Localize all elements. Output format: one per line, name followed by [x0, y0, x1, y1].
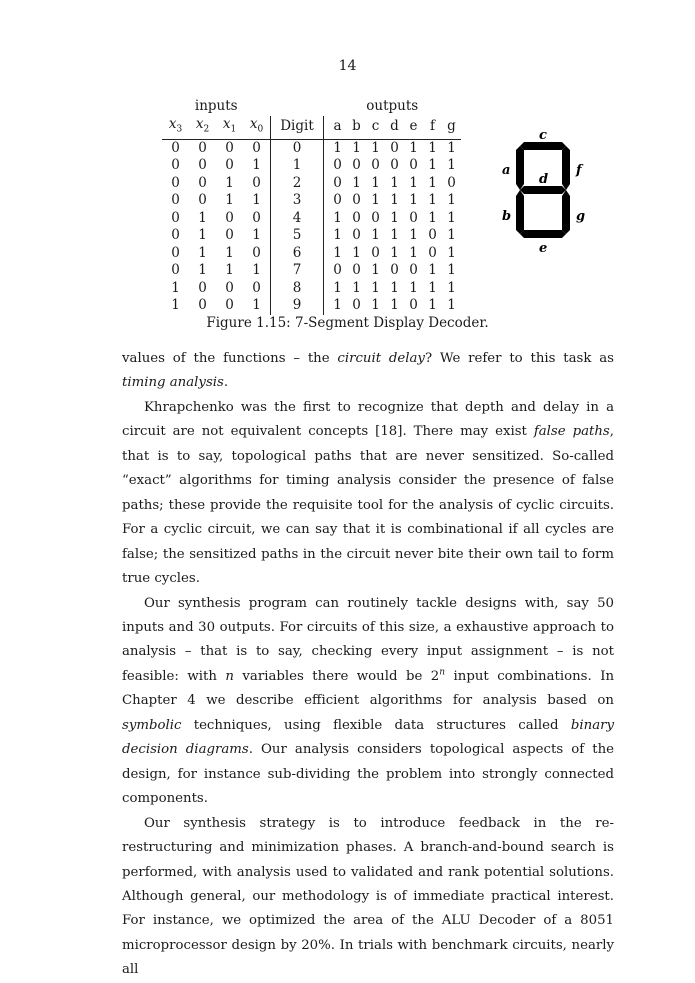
inputs-group-header: inputs [194, 98, 238, 114]
output-cell: 1 [390, 209, 399, 226]
seven-segment-diagram [490, 130, 600, 260]
output-cell: 1 [371, 192, 380, 209]
output-cell: 1 [371, 279, 380, 296]
segment-label-f: f [576, 163, 582, 178]
output-cell: 1 [409, 279, 418, 296]
output-cell: 0 [409, 262, 418, 279]
output-cell: 0 [352, 192, 361, 209]
input-cell: 0 [198, 139, 207, 156]
segment-f [562, 146, 570, 190]
segment-label-a: a [502, 163, 511, 178]
output-cell: 0 [409, 297, 418, 314]
outputs-group-header: outputs [366, 98, 419, 114]
truth-table [162, 98, 461, 315]
text-run: variables there would be 2 [233, 668, 440, 684]
input-cell: 1 [225, 262, 234, 279]
output-cell: 1 [352, 174, 361, 191]
input-cell: 0 [171, 262, 180, 279]
output-cell: 1 [390, 244, 399, 261]
output-cell: 1 [428, 209, 437, 226]
input-cell: 0 [198, 157, 207, 174]
output-cell: 1 [333, 279, 342, 296]
text-run: input combinations. In Chapter 4 we describe efficient algorithms for analysis based on [122, 668, 615, 709]
output-cell: 1 [428, 157, 437, 174]
output-cell: 0 [409, 209, 418, 226]
emphasis: binary decision diagrams [122, 717, 614, 758]
input-cell: 0 [171, 227, 180, 244]
input-cell: 0 [225, 139, 234, 156]
emphasis: n [225, 668, 234, 684]
output-cell: 1 [333, 227, 342, 244]
output-cell: 1 [333, 209, 342, 226]
digit-cell: 9 [271, 297, 324, 315]
segment-label-e: e [539, 241, 548, 256]
paragraph-4 [122, 812, 614, 983]
input-cell: 1 [198, 244, 207, 261]
output-cell: 1 [409, 174, 418, 191]
input-cell: 1 [198, 262, 207, 279]
digit-column-header: Digit [271, 116, 324, 140]
output-cell: 1 [447, 262, 456, 279]
table-row [162, 280, 461, 298]
digit-cell: 8 [271, 280, 324, 298]
text-run: . Our analysis considers topological aspects of the design, for instance sub-dividing the problem into strongly connected components. [122, 742, 615, 807]
segment-c [520, 142, 566, 150]
table-row [162, 245, 461, 263]
variable-subscript: 0 [257, 124, 264, 135]
digit-cell: 2 [271, 175, 324, 193]
output-cell: 1 [409, 192, 418, 209]
output-cell: 0 [333, 262, 342, 279]
output-cell: 1 [447, 192, 456, 209]
variable-subscript: 3 [176, 124, 183, 135]
segment-label-g: g [576, 209, 586, 224]
output-cell: 1 [428, 297, 437, 314]
digit-cell: 7 [271, 262, 324, 280]
output-cell: 1 [409, 227, 418, 244]
input-cell: 0 [171, 209, 180, 226]
input-cell: 0 [243, 210, 271, 228]
output-column-header: f [423, 116, 442, 140]
table-row [162, 192, 461, 210]
output-column-header: e [404, 116, 423, 140]
table-row [162, 262, 461, 280]
output-cell: 0 [390, 157, 399, 174]
output-cell: 1 [371, 139, 380, 156]
output-cell: 1 [371, 227, 380, 244]
input-cell: 0 [171, 244, 180, 261]
input-cell: 1 [225, 192, 234, 209]
input-cell: 0 [225, 157, 234, 174]
segment-g [562, 190, 570, 234]
output-cell: 1 [390, 279, 399, 296]
superscript: n [439, 667, 446, 678]
output-cell: 1 [390, 192, 399, 209]
output-cell: 1 [333, 244, 342, 261]
output-cell: 1 [447, 279, 456, 296]
input-column-header [243, 116, 271, 140]
body-text [122, 347, 614, 983]
emphasis: timing analysis [122, 375, 224, 391]
input-column-header [189, 116, 216, 140]
output-cell: 1 [352, 244, 361, 261]
input-cell: 0 [171, 139, 180, 156]
text-run: techniques, using flexible data structures called [181, 717, 571, 733]
input-cell: 0 [225, 227, 234, 244]
input-cell: 0 [243, 175, 271, 193]
variable-subscript: 2 [203, 124, 210, 135]
input-cell: 0 [225, 297, 234, 314]
output-cell: 1 [447, 227, 456, 244]
text-run: values of the functions – the [122, 351, 338, 366]
segment-label-c: c [539, 130, 547, 143]
output-cell: 0 [428, 227, 437, 244]
output-cell: 0 [371, 209, 380, 226]
input-column-header [216, 116, 243, 140]
input-cell: 1 [225, 244, 234, 261]
input-cell: 0 [243, 245, 271, 263]
input-cell: 1 [243, 227, 271, 245]
input-cell: 0 [225, 209, 234, 226]
digit-cell: 0 [271, 139, 324, 157]
input-cell: 1 [243, 157, 271, 175]
input-cell: 1 [198, 227, 207, 244]
figure-caption: Figure 1.15: 7-Segment Display Decoder. [206, 315, 489, 331]
table-row [162, 157, 461, 175]
digit-cell: 5 [271, 227, 324, 245]
output-cell: 1 [428, 192, 437, 209]
output-cell: 0 [352, 297, 361, 314]
output-column-header: g [442, 116, 461, 140]
output-cell: 1 [428, 279, 437, 296]
output-cell: 1 [409, 139, 418, 156]
digit-cell: 3 [271, 192, 324, 210]
output-cell: 1 [428, 174, 437, 191]
output-cell: 0 [390, 139, 399, 156]
paragraph-2 [122, 396, 614, 592]
digit-cell: 1 [271, 157, 324, 175]
output-cell: 0 [409, 157, 418, 174]
text-run: ? We refer to this task as [424, 351, 614, 366]
emphasis: circuit delay [337, 351, 425, 366]
output-cell: 1 [333, 139, 342, 156]
input-cell: 0 [171, 157, 180, 174]
segment-label-d: d [539, 172, 549, 187]
output-cell: 1 [390, 227, 399, 244]
output-cell: 0 [371, 157, 380, 174]
output-cell: 1 [447, 209, 456, 226]
input-cell: 0 [198, 297, 207, 314]
input-cell: 1 [243, 192, 271, 210]
variable-name: x [249, 115, 258, 132]
variable-name: x [168, 115, 177, 132]
output-cell: 0 [352, 157, 361, 174]
segment-e [520, 230, 566, 238]
output-cell: 1 [371, 174, 380, 191]
output-cell: 1 [371, 297, 380, 314]
input-cell: 1 [243, 297, 271, 315]
table-row [162, 297, 461, 315]
paragraph-1 [122, 347, 614, 396]
output-cell: 1 [333, 297, 342, 314]
output-cell: 1 [447, 157, 456, 174]
input-cell: 0 [198, 174, 207, 191]
segment-label-b: b [502, 209, 512, 224]
input-cell: 0 [243, 280, 271, 298]
output-column-header: c [366, 116, 385, 140]
output-cell: 1 [390, 174, 399, 191]
page-number: 14 [338, 58, 357, 74]
output-cell: 0 [371, 244, 380, 261]
text-run: . [223, 375, 229, 391]
output-cell: 1 [390, 297, 399, 314]
input-cell: 1 [225, 174, 234, 191]
emphasis: symbolic [122, 717, 182, 733]
output-cell: 1 [447, 297, 456, 314]
input-cell: 0 [171, 174, 180, 191]
text-run: Khrapchenko was the first to recognize that depth and delay in a circuit are not equivalent concepts [18]. There may exist [122, 399, 614, 440]
output-cell: 1 [352, 139, 361, 156]
output-column-header: b [347, 116, 366, 140]
output-cell: 0 [428, 244, 437, 261]
text-run: Our synthesis program can routinely tackle designs with, say 50 inputs and 30 outputs. For circuits of this size, a exhaustive approach to analysis – that is to say, checking every input assignment – is not feasible: with [122, 595, 614, 684]
table-row [162, 210, 461, 228]
input-cell: 1 [171, 297, 180, 314]
output-cell: 0 [352, 227, 361, 244]
input-cell: 1 [243, 262, 271, 280]
input-cell: 0 [225, 279, 234, 296]
output-cell: 0 [333, 192, 342, 209]
output-cell: 0 [333, 174, 342, 191]
segment-b [516, 190, 524, 234]
output-cell: 1 [447, 139, 456, 156]
digit-cell: 6 [271, 245, 324, 263]
output-column-header: a [324, 116, 348, 140]
output-cell: 0 [447, 174, 456, 191]
input-cell: 0 [243, 139, 271, 157]
output-cell: 1 [409, 244, 418, 261]
digit-cell: 4 [271, 210, 324, 228]
paragraph-3 [122, 592, 614, 812]
variable-name: x [195, 115, 204, 132]
segment-a [516, 146, 524, 190]
output-cell: 1 [352, 279, 361, 296]
text-run: , that is to say, topological paths that are never sensitized. So-called “exact” algorithms for timing analysis consider the presence of false paths; these provide the requisite tool for the analysis of cyclic circuits. For a cyclic circuit, we can say that it is combinational if all cycles are false; the sensitized paths in the circuit never bite their own tail to form true cycles. [122, 424, 614, 587]
table-row [162, 227, 461, 245]
input-cell: 1 [198, 209, 207, 226]
input-cell: 0 [198, 192, 207, 209]
input-cell: 0 [198, 279, 207, 296]
input-cell: 1 [171, 279, 180, 296]
input-cell: 0 [171, 192, 180, 209]
variable-name: x [222, 115, 231, 132]
output-cell: 0 [333, 157, 342, 174]
input-column-header [162, 116, 189, 140]
emphasis: false paths [533, 424, 610, 440]
output-cell: 0 [352, 262, 361, 279]
table-row [162, 139, 461, 157]
output-cell: 1 [428, 262, 437, 279]
output-cell: 0 [352, 209, 361, 226]
segment-d [520, 186, 566, 194]
output-cell: 0 [390, 262, 399, 279]
text-run: Our synthesis strategy is to introduce feedback in the re-restructuring and minimization phases. A branch-and-bound search is performed, with analysis used to validated and rank potential solutions. Although general, our methodology is of immediate practical interest. For instance, we optimized the area of the ALU Decoder of a 8051 microprocessor design by 20%. In trials with benchmark circuits, nearly all [122, 815, 614, 978]
output-column-header: d [385, 116, 404, 140]
table-row [162, 175, 461, 193]
output-cell: 1 [371, 262, 380, 279]
variable-subscript: 1 [230, 124, 237, 135]
output-cell: 1 [428, 139, 437, 156]
output-cell: 1 [447, 244, 456, 261]
